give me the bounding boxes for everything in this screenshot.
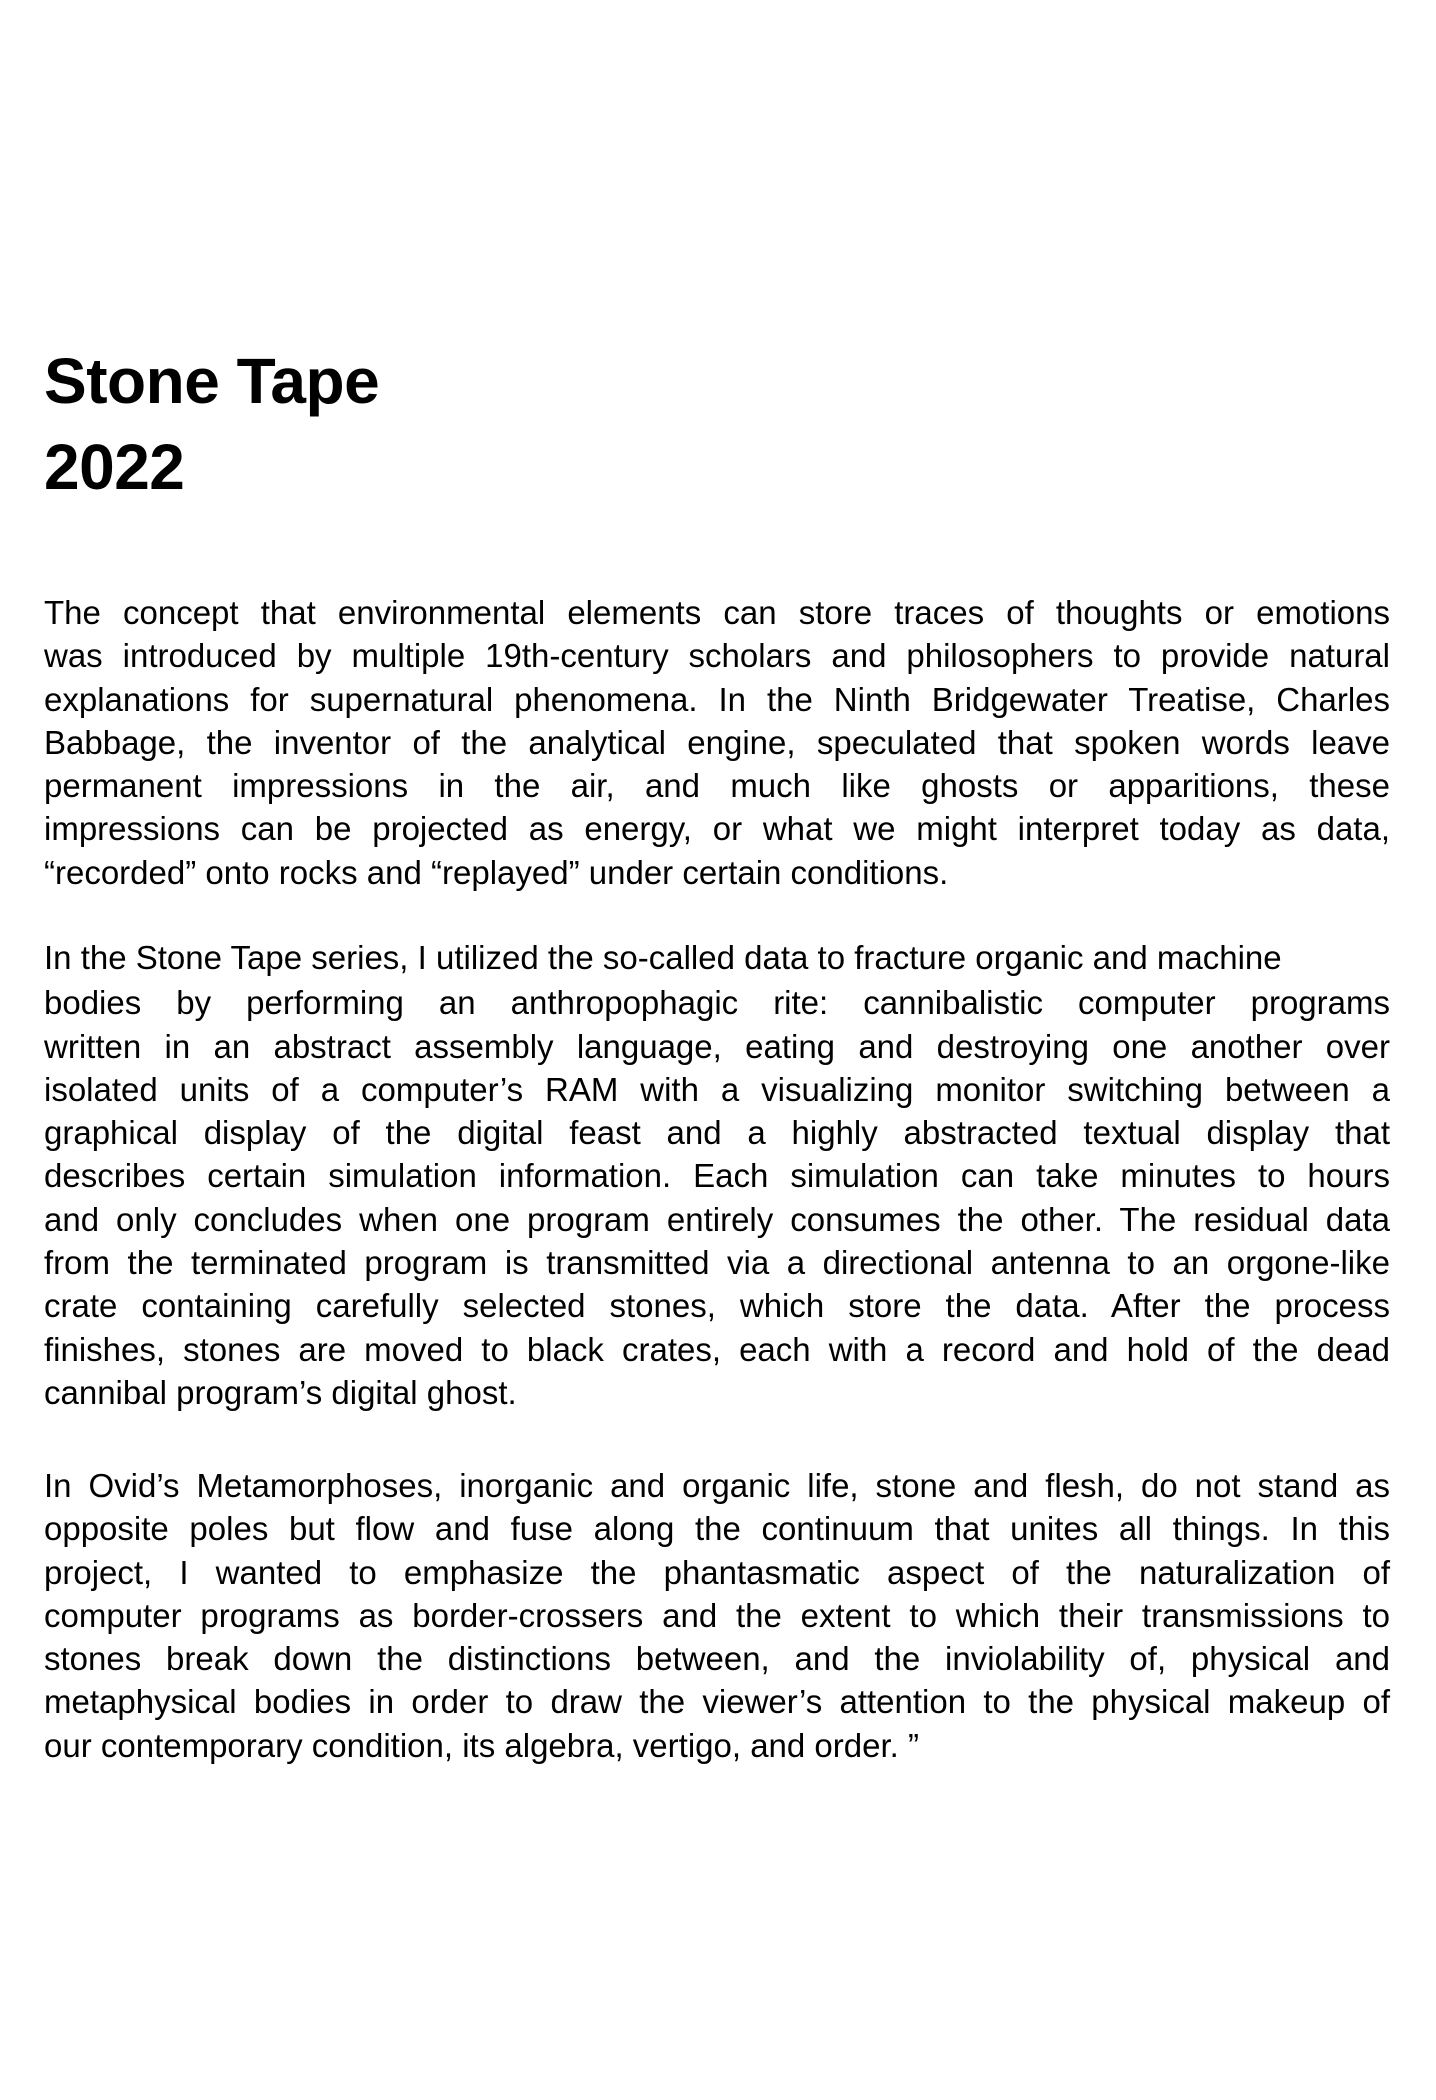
text-line: isolated units of a computer’s RAM with a visualizing monitor switching between a [44, 1070, 1390, 1108]
text-line: Babbage, the inventor of the analytical engine, speculated that spoken words leave [44, 723, 1390, 761]
text-line: impressions can be projected as energy, or what we might interpret today as data, [44, 810, 1390, 848]
text-line: In Ovid’s Metamorphoses, inorganic and organic life, stone and flesh, do not stand as [44, 1467, 1390, 1504]
artwork-year: 2022 [44, 431, 185, 503]
paragraph-series-process [44, 936, 1390, 1414]
text-line: describes certain simulation information. Each simulation can take minutes to hours [44, 1157, 1390, 1195]
text-line: explanations for supernatural phenomena. In the Ninth Bridgewater Treatise, Charles [44, 680, 1390, 718]
artwork-title: Stone Tape [44, 345, 380, 417]
text-line: stones break down the distinctions between, and the inviolability of, physical and [44, 1640, 1390, 1678]
text-line: written in an abstract assembly language, eating and destroying one another over [44, 1027, 1390, 1065]
text-line: graphical display of the digital feast and a highly abstracted textual display that [44, 1114, 1390, 1152]
text-line: bodies by performing an anthropophagic rite: cannibalistic computer programs [44, 984, 1390, 1022]
text-line: crate containing carefully selected stones, which store the data. After the process [44, 1287, 1390, 1325]
text-line: project, I wanted to emphasize the phantasmatic aspect of the naturalization of [44, 1553, 1390, 1591]
text-line: was introduced by multiple 19th-century scholars and philosophers to provide natural [44, 637, 1390, 675]
text-line: finishes, stones are moved to black crates, each with a record and hold of the dead [44, 1330, 1390, 1368]
text-line: from the terminated program is transmitted via a directional antenna to an orgone-like [44, 1244, 1390, 1282]
text-line: opposite poles but flow and fuse along the continuum that unites all things. In this [44, 1510, 1390, 1548]
text-line: In the Stone Tape series, I utilized the so-called data to fracture organic and machine [44, 939, 1282, 976]
text-line: permanent impressions in the air, and much like ghosts or apparitions, these [44, 767, 1390, 805]
page-title [44, 338, 379, 510]
text-line: our contemporary condition, its algebra, vertigo, and order. ” [44, 1726, 919, 1764]
text-line: metaphysical bodies in order to draw the viewer’s attention to the physical makeup of [44, 1683, 1390, 1721]
text-line: and only concludes when one program entirely consumes the other. The residual data [44, 1200, 1390, 1238]
text-line: cannibal program’s digital ghost. [44, 1373, 517, 1411]
text-line: “recorded” onto rocks and “replayed” under certain conditions. [44, 853, 949, 891]
paragraph-stone-tape-concept [44, 591, 1390, 894]
text-line: computer programs as border-crossers and the extent to which their transmissions to [44, 1596, 1390, 1634]
paragraph-metamorphoses [44, 1464, 1390, 1767]
text-line: The concept that environmental elements can store traces of thoughts or emotions [44, 594, 1390, 631]
